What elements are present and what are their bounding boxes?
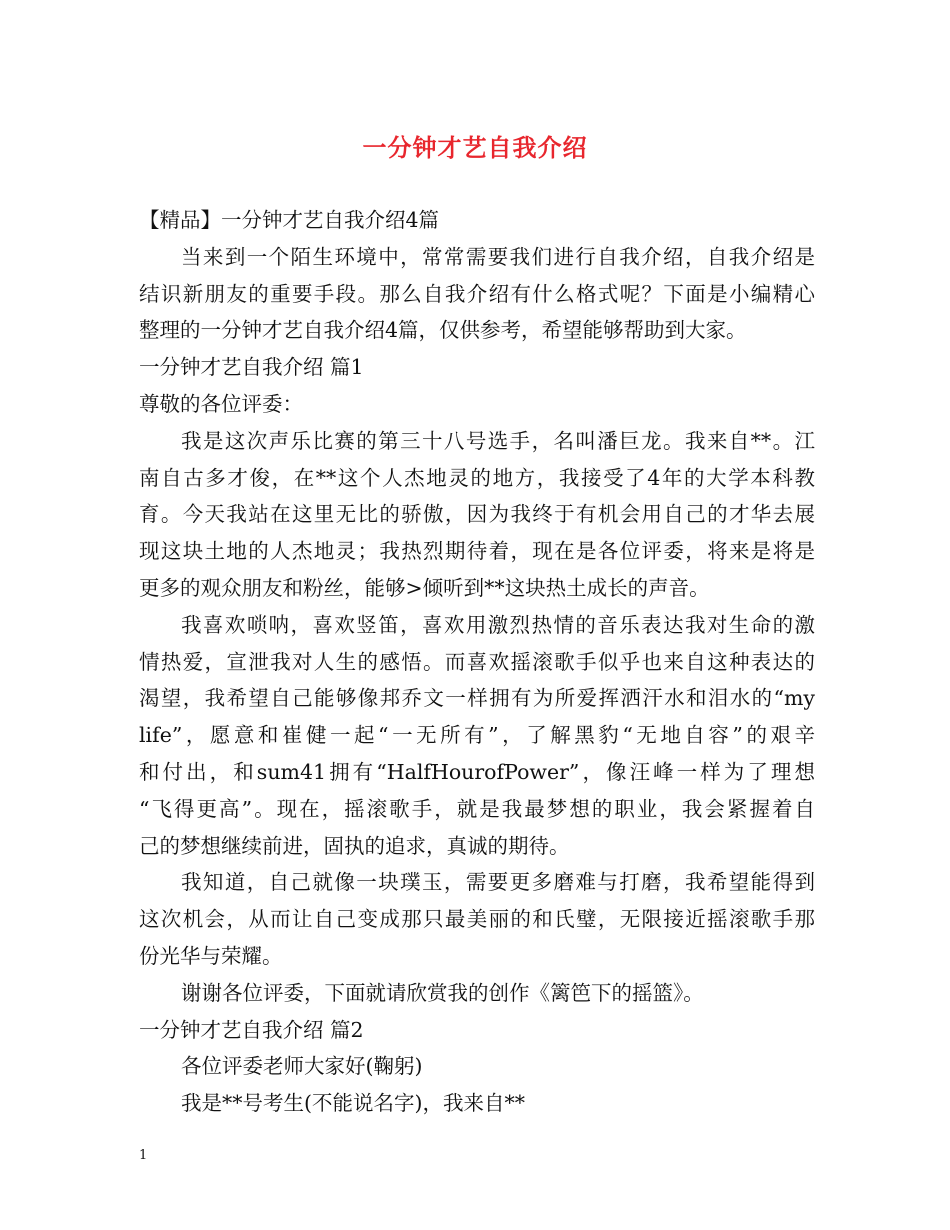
paragraph-line: “飞得更高”。现在，摇滚歌手，就是我最梦想的职业，我会紧握着自 — [139, 796, 815, 821]
paragraph-line: 结识新朋友的重要手段。那么自我介绍有什么格式呢？下面是小编精心 — [139, 281, 815, 306]
paragraph-line: 我喜欢唢呐，喜欢竖笛，喜欢用激烈热情的音乐表达我对生命的激 — [181, 612, 815, 637]
salutation-line: 尊敬的各位评委： — [139, 391, 303, 416]
paragraph-line: 各位评委老师大家好(鞠躬) — [181, 1054, 423, 1079]
paragraph-line: 更多的观众朋友和粉丝，能够>倾听到**这块热土成长的声音。 — [139, 575, 710, 600]
page-number: 1 — [139, 1148, 148, 1163]
paragraph-line: life”，愿意和崔健一起“一无所有”，了解黑豹“无地自容”的艰辛 — [139, 723, 815, 748]
paragraph-line: 这次机会，从而让自己变成那只最美丽的和氏璧，无限接近摇滚歌手那 — [139, 907, 815, 932]
paragraph-line: 情热爱，宣泄我对人生的感悟。而喜欢摇滚歌手似乎也来自这种表达的 — [139, 649, 815, 674]
paragraph-line: 我是**号考生(不能说名字)，我来自** — [181, 1091, 525, 1116]
paragraph-line: 我知道，自己就像一块璞玉，需要更多磨难与打磨，我希望能得到 — [181, 870, 815, 895]
section-heading: 一分钟才艺自我介绍 篇1 — [139, 355, 364, 380]
paragraph-line: 当来到一个陌生环境中，常常需要我们进行自我介绍，自我介绍是 — [181, 244, 815, 269]
paragraph-line: 己的梦想继续前进，固执的追求，真诚的期待。 — [139, 833, 570, 858]
subtitle-line: 【精品】一分钟才艺自我介绍4篇 — [139, 208, 440, 232]
paragraph-line: 南自古多才俊，在**这个人杰地灵的地方，我接受了4年的大学本科教 — [139, 465, 815, 490]
paragraph-line: 渴望，我希望自己能够像邦乔文一样拥有为所爱挥洒汗水和泪水的“my — [139, 686, 815, 711]
paragraph-line: 育。今天我站在这里无比的骄傲，因为我终于有机会用自己的才华去展 — [139, 502, 815, 527]
section-heading: 一分钟才艺自我介绍 篇2 — [139, 1017, 364, 1042]
paragraph-line: 谢谢各位评委，下面就请欣赏我的创作《篱笆下的摇篮》。 — [181, 980, 704, 1005]
paragraph-line: 和付出，和sum41拥有“HalfHourofPower”，像汪峰一样为了理想 — [139, 759, 815, 784]
paragraph-line: 份光华与荣耀。 — [139, 943, 283, 968]
paragraph-line: 我是这次声乐比赛的第三十八号选手，名叫潘巨龙。我来自**。江 — [181, 428, 815, 453]
document-title: 一分钟才艺自我介绍 — [362, 133, 588, 162]
document-body — [139, 202, 815, 1122]
paragraph-line: 整理的一分钟才艺自我介绍4篇，仅供参考，希望能够帮助到大家。 — [139, 318, 747, 343]
paragraph-line: 现这块土地的人杰地灵；我热烈期待着，现在是各位评委，将来是将是 — [139, 539, 815, 564]
